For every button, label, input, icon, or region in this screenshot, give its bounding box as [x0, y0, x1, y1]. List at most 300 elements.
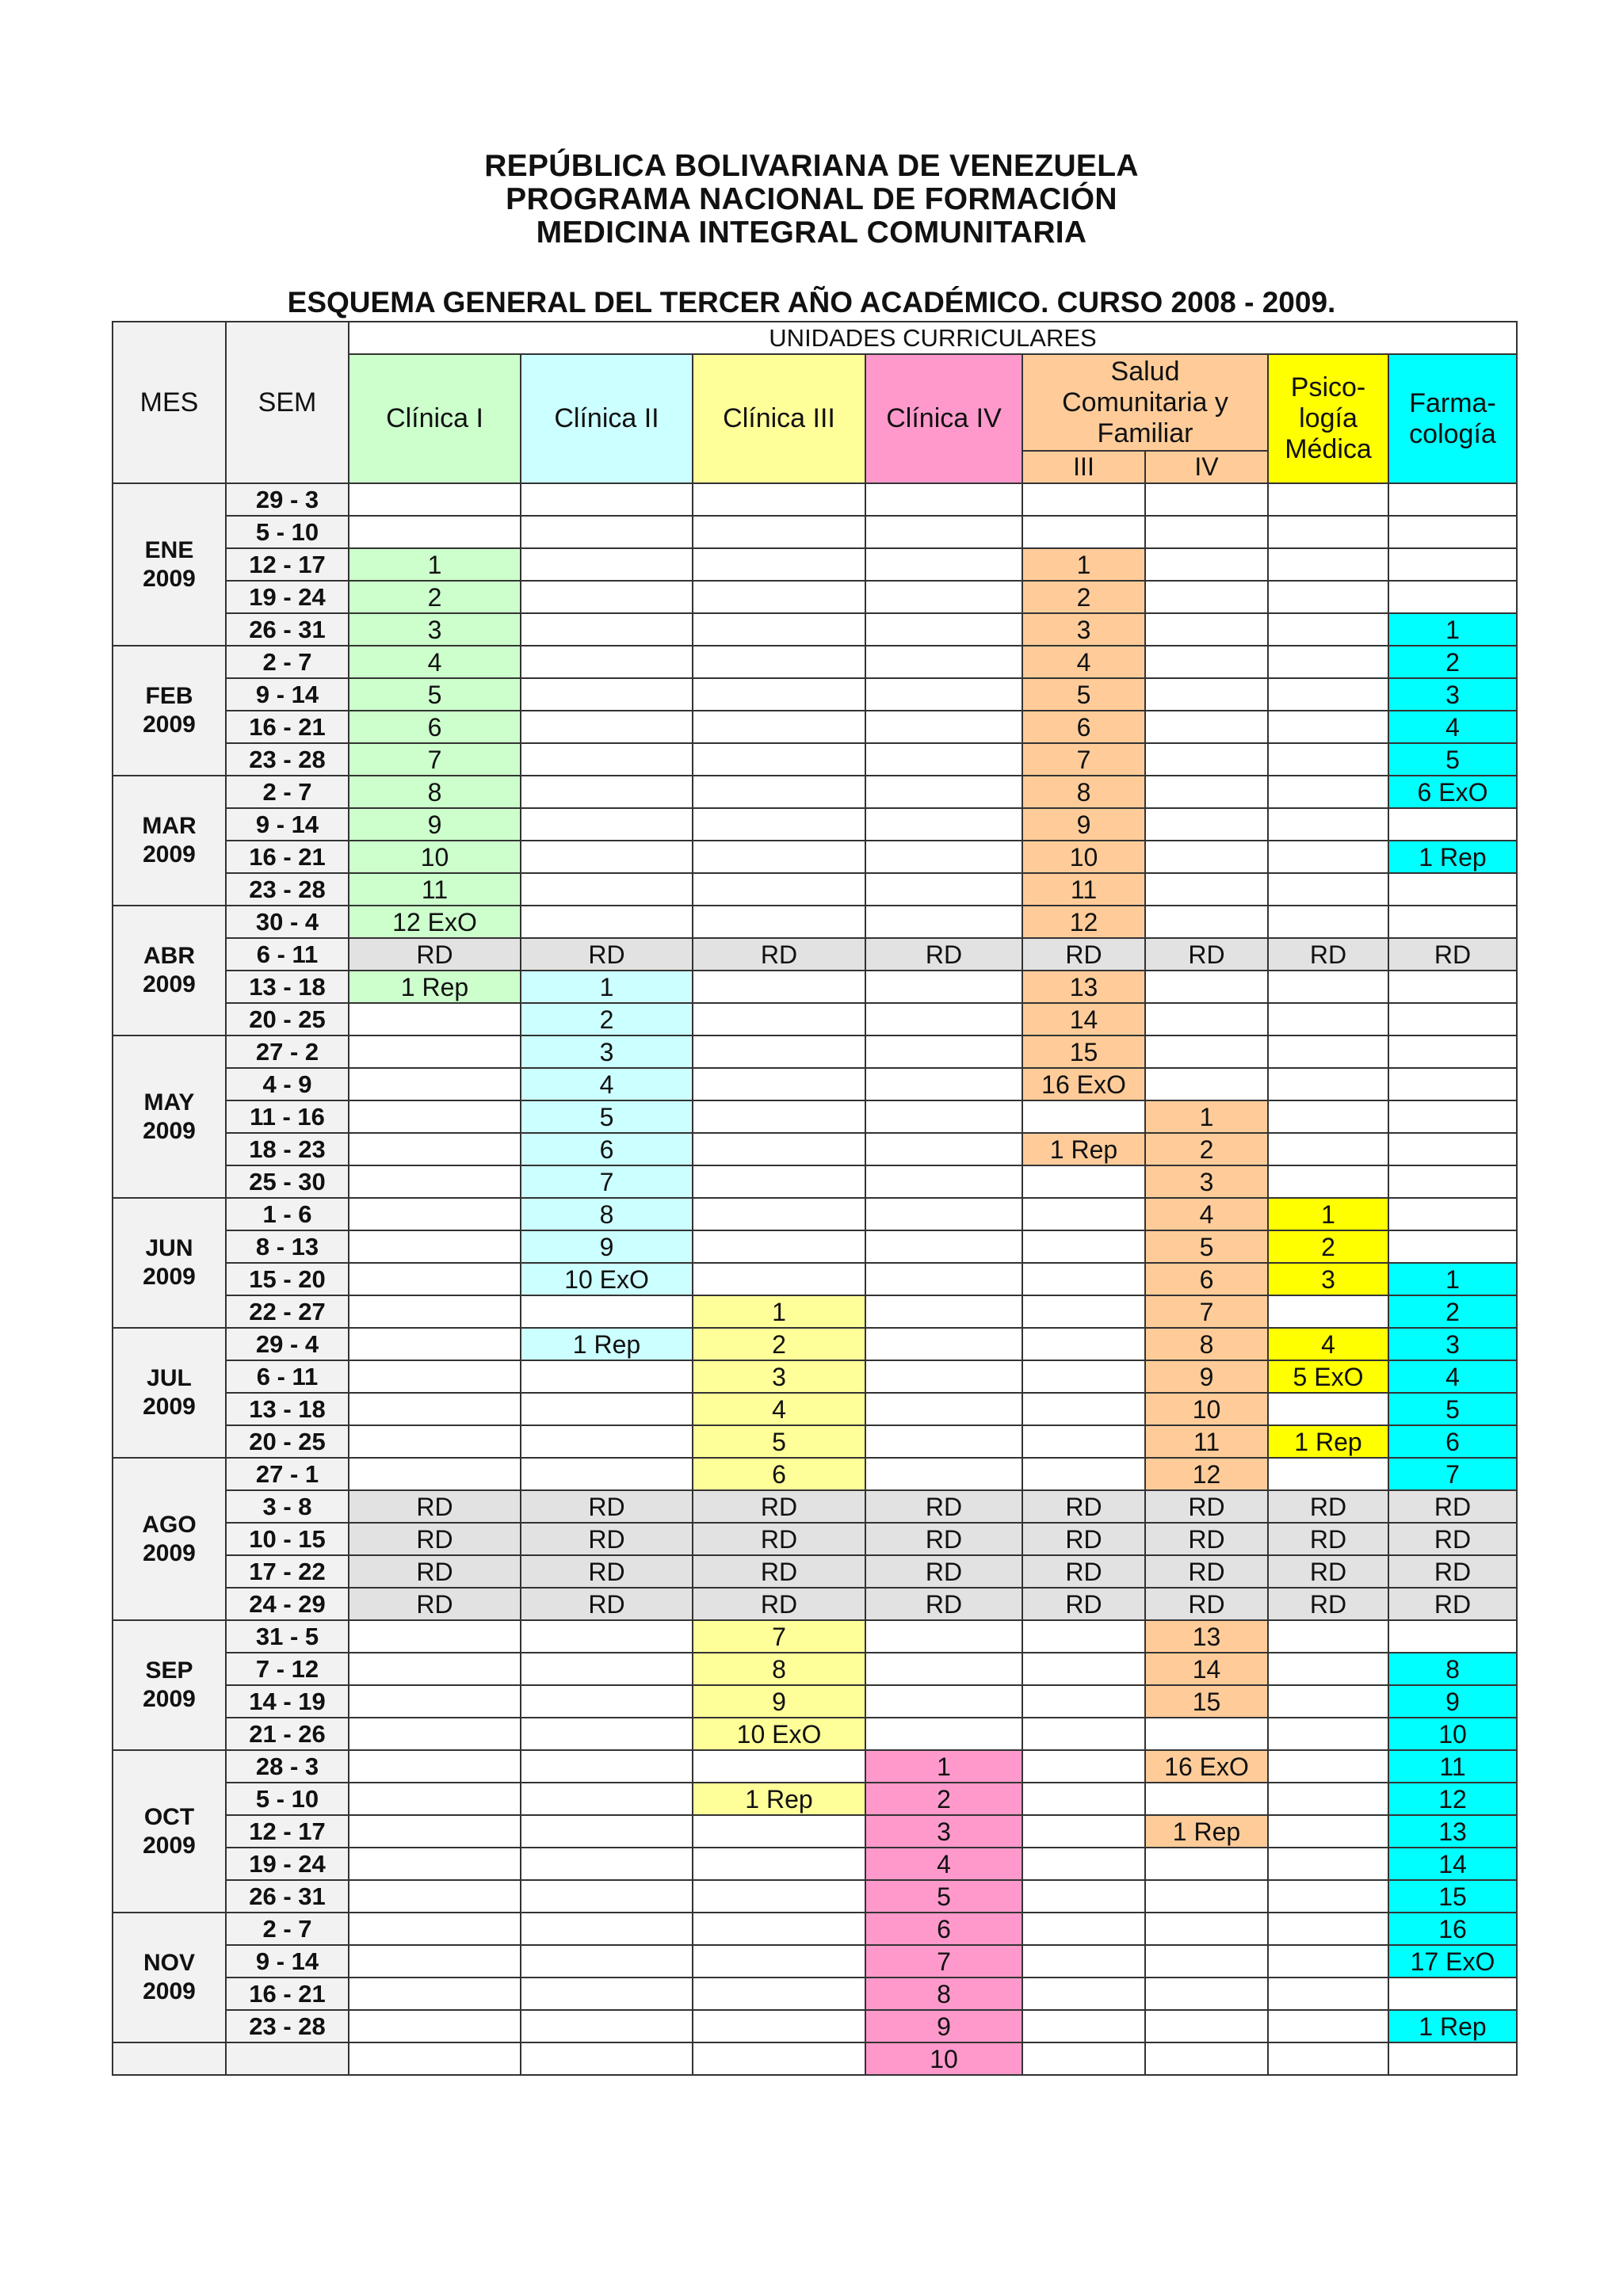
cell-clinica-3: RD	[693, 1555, 865, 1588]
cell-salud-iii	[1022, 483, 1145, 516]
month-label	[113, 1328, 226, 1458]
cell-farmacologia	[1388, 1133, 1517, 1165]
cell-clinica-3: 6	[693, 1458, 865, 1490]
cell-clinica-4	[865, 1718, 1022, 1750]
cell-salud-iii	[1022, 1100, 1145, 1133]
cell-clinica-2	[521, 483, 693, 516]
cell-salud-iii	[1022, 1328, 1145, 1360]
cell-salud-iv: 16 ExO	[1145, 1750, 1268, 1783]
cell-salud-iv	[1145, 841, 1268, 873]
week-range: 18 - 23	[226, 1133, 349, 1165]
cell-clinica-4	[865, 1100, 1022, 1133]
cell-clinica-3	[693, 548, 865, 581]
cell-psicologia	[1268, 1783, 1388, 1815]
cell-salud-iv	[1145, 873, 1268, 906]
cell-clinica-4	[865, 906, 1022, 938]
week-range: 29 - 4	[226, 1328, 349, 1360]
cell-psicologia	[1268, 483, 1388, 516]
cell-farmacologia	[1388, 906, 1517, 938]
cell-salud-iii: 9	[1022, 808, 1145, 841]
cell-salud-iv	[1145, 613, 1268, 646]
cell-clinica-2: RD	[521, 1490, 693, 1523]
cell-clinica-3	[693, 1133, 865, 1165]
cell-farmacologia: 15	[1388, 1880, 1517, 1913]
cell-clinica-1	[349, 1068, 521, 1100]
cell-farmacologia	[1388, 1165, 1517, 1198]
cell-psicologia	[1268, 1750, 1388, 1783]
cell-salud-iii	[1022, 1685, 1145, 1718]
cell-clinica-2	[521, 1815, 693, 1848]
cell-clinica-1	[349, 1458, 521, 1490]
document-subtitle: ESQUEMA GENERAL DEL TERCER AÑO ACADÉMICO. CURSO 2008 - 2009.	[287, 286, 1336, 318]
cell-clinica-3: RD	[693, 1588, 865, 1620]
cell-salud-iii	[1022, 1360, 1145, 1393]
cell-salud-iv	[1145, 1848, 1268, 1880]
title-line-3: MEDICINA INTEGRAL COMUNITARIA	[536, 215, 1087, 250]
cell-clinica-4	[865, 581, 1022, 613]
cell-salud-iv	[1145, 1913, 1268, 1945]
week-range: 3 - 8	[226, 1490, 349, 1523]
cell-psicologia	[1268, 516, 1388, 548]
cell-clinica-3: 5	[693, 1425, 865, 1458]
cell-clinica-4	[865, 1198, 1022, 1230]
week-range: 6 - 11	[226, 938, 349, 971]
cell-clinica-1: RD	[349, 938, 521, 971]
week-range: 16 - 21	[226, 711, 349, 743]
cell-farmacologia	[1388, 516, 1517, 548]
cell-farmacologia: RD	[1388, 1490, 1517, 1523]
cell-clinica-4	[865, 1035, 1022, 1068]
cell-clinica-2	[521, 1978, 693, 2010]
cell-salud-iii	[1022, 1165, 1145, 1198]
week-range	[226, 2042, 349, 2075]
cell-psicologia	[1268, 548, 1388, 581]
cell-clinica-2	[521, 1750, 693, 1783]
schedule-row	[113, 1653, 1517, 1685]
cell-clinica-2	[521, 1653, 693, 1685]
cell-farmacologia: 16	[1388, 1913, 1517, 1945]
schedule-row	[113, 1718, 1517, 1750]
cell-clinica-1: 11	[349, 873, 521, 906]
cell-salud-iv: 12	[1145, 1458, 1268, 1490]
cell-psicologia	[1268, 808, 1388, 841]
schedule-row	[113, 1133, 1517, 1165]
week-range: 27 - 2	[226, 1035, 349, 1068]
cell-salud-iii	[1022, 1425, 1145, 1458]
week-range: 17 - 22	[226, 1555, 349, 1588]
week-range: 23 - 28	[226, 2010, 349, 2042]
cell-psicologia	[1268, 1295, 1388, 1328]
cell-salud-iii	[1022, 1620, 1145, 1653]
cell-salud-iii: 4	[1022, 646, 1145, 678]
cell-salud-iii	[1022, 1393, 1145, 1425]
cell-clinica-2: 9	[521, 1230, 693, 1263]
cell-clinica-1: 12 ExO	[349, 906, 521, 938]
cell-farmacologia: 1 Rep	[1388, 2010, 1517, 2042]
cell-salud-iii	[1022, 1718, 1145, 1750]
cell-salud-iii: 7	[1022, 743, 1145, 776]
cell-farmacologia: 1	[1388, 1263, 1517, 1295]
cell-clinica-2: 10 ExO	[521, 1263, 693, 1295]
unit-clinica-3: Clínica III	[693, 354, 865, 483]
month-year: 2009	[143, 1978, 196, 2004]
cell-clinica-3	[693, 1035, 865, 1068]
cell-clinica-4: 4	[865, 1848, 1022, 1880]
cell-salud-iv: 7	[1145, 1295, 1268, 1328]
month-label	[113, 2042, 226, 2075]
cell-clinica-1: 7	[349, 743, 521, 776]
cell-clinica-1	[349, 1750, 521, 1783]
schedule-row	[113, 1360, 1517, 1393]
cell-clinica-2	[521, 808, 693, 841]
cell-farmacologia: 13	[1388, 1815, 1517, 1848]
cell-salud-iv	[1145, 548, 1268, 581]
cell-salud-iv: RD	[1145, 1523, 1268, 1555]
week-range: 13 - 18	[226, 971, 349, 1003]
cell-clinica-3	[693, 2042, 865, 2075]
schedule-row	[113, 1100, 1517, 1133]
cell-clinica-2: 7	[521, 1165, 693, 1198]
cell-salud-iv: 6	[1145, 1263, 1268, 1295]
cell-clinica-4	[865, 873, 1022, 906]
cell-clinica-1: 8	[349, 776, 521, 808]
schedule-row	[113, 743, 1517, 776]
cell-clinica-4	[865, 1653, 1022, 1685]
cell-clinica-3: 8	[693, 1653, 865, 1685]
cell-salud-iii	[1022, 1783, 1145, 1815]
month-label	[113, 1458, 226, 1620]
month-label	[113, 1620, 226, 1750]
cell-salud-iv: 11	[1145, 1425, 1268, 1458]
cell-clinica-4	[865, 1133, 1022, 1165]
cell-clinica-2	[521, 1880, 693, 1913]
schedule-row	[113, 906, 1517, 938]
cell-farmacologia	[1388, 1978, 1517, 2010]
week-range: 15 - 20	[226, 1263, 349, 1295]
month-label	[113, 483, 226, 646]
schedule-row	[113, 808, 1517, 841]
cell-clinica-3	[693, 1913, 865, 1945]
cell-clinica-4: RD	[865, 1490, 1022, 1523]
cell-clinica-2: RD	[521, 1555, 693, 1588]
title-line-1: REPÚBLICA BOLIVARIANA DE VENEZUELA	[484, 149, 1139, 183]
cell-farmacologia	[1388, 483, 1517, 516]
week-range: 21 - 26	[226, 1718, 349, 1750]
cell-psicologia: 5 ExO	[1268, 1360, 1388, 1393]
cell-farmacologia: 12	[1388, 1783, 1517, 1815]
cell-clinica-3: 3	[693, 1360, 865, 1393]
cell-clinica-1: 10	[349, 841, 521, 873]
week-range: 24 - 29	[226, 1588, 349, 1620]
week-range: 11 - 16	[226, 1100, 349, 1133]
week-range: 14 - 19	[226, 1685, 349, 1718]
cell-clinica-4	[865, 1165, 1022, 1198]
cell-salud-iv	[1145, 743, 1268, 776]
cell-salud-iv: 10	[1145, 1393, 1268, 1425]
schedule-row	[113, 548, 1517, 581]
week-range: 26 - 31	[226, 1880, 349, 1913]
cell-salud-iv	[1145, 971, 1268, 1003]
cell-salud-iii	[1022, 1458, 1145, 1490]
cell-salud-iv: RD	[1145, 1588, 1268, 1620]
cell-clinica-3: 9	[693, 1685, 865, 1718]
cell-salud-iii	[1022, 1653, 1145, 1685]
schedule-row	[113, 841, 1517, 873]
document-title	[0, 150, 1623, 250]
cell-psicologia	[1268, 1848, 1388, 1880]
cell-clinica-4: 9	[865, 2010, 1022, 2042]
cell-clinica-3	[693, 1815, 865, 1848]
cell-clinica-1	[349, 1295, 521, 1328]
salud-sub-iii: III	[1022, 451, 1145, 483]
cell-clinica-3	[693, 1100, 865, 1133]
cell-clinica-4	[865, 1393, 1022, 1425]
cell-psicologia	[1268, 873, 1388, 906]
week-range: 19 - 24	[226, 1848, 349, 1880]
cell-clinica-2: 8	[521, 1198, 693, 1230]
cell-salud-iv: RD	[1145, 1555, 1268, 1588]
cell-farmacologia	[1388, 2042, 1517, 2075]
cell-salud-iv	[1145, 1978, 1268, 2010]
cell-salud-iii: 6	[1022, 711, 1145, 743]
cell-psicologia: RD	[1268, 1588, 1388, 1620]
schedule-row	[113, 1425, 1517, 1458]
cell-clinica-2: 1	[521, 971, 693, 1003]
cell-salud-iv	[1145, 1035, 1268, 1068]
cell-clinica-4	[865, 1263, 1022, 1295]
cell-clinica-2: RD	[521, 1588, 693, 1620]
schedule-row	[113, 1880, 1517, 1913]
cell-psicologia: RD	[1268, 1490, 1388, 1523]
cell-salud-iv	[1145, 678, 1268, 711]
cell-salud-iii: RD	[1022, 1523, 1145, 1555]
cell-clinica-3	[693, 1848, 865, 1880]
cell-salud-iv: 8	[1145, 1328, 1268, 1360]
cell-clinica-3	[693, 646, 865, 678]
month-label	[113, 1913, 226, 2042]
schedule-row	[113, 2010, 1517, 2042]
cell-clinica-1	[349, 1945, 521, 1978]
cell-salud-iii: 2	[1022, 581, 1145, 613]
schedule-row	[113, 938, 1517, 971]
cell-farmacologia	[1388, 971, 1517, 1003]
cell-psicologia	[1268, 743, 1388, 776]
cell-clinica-1: RD	[349, 1588, 521, 1620]
cell-clinica-4	[865, 971, 1022, 1003]
cell-clinica-1	[349, 1425, 521, 1458]
cell-clinica-3: RD	[693, 1490, 865, 1523]
month-name: OCT	[143, 1803, 195, 1830]
cell-clinica-1: 9	[349, 808, 521, 841]
cell-clinica-4: 7	[865, 1945, 1022, 1978]
week-range: 8 - 13	[226, 1230, 349, 1263]
cell-salud-iii: RD	[1022, 938, 1145, 971]
cell-clinica-2	[521, 1945, 693, 1978]
cell-clinica-4	[865, 1295, 1022, 1328]
schedule-row	[113, 1815, 1517, 1848]
schedule-row	[113, 1198, 1517, 1230]
week-range: 16 - 21	[226, 841, 349, 873]
cell-salud-iii	[1022, 2010, 1145, 2042]
cell-clinica-3	[693, 1263, 865, 1295]
week-range: 25 - 30	[226, 1165, 349, 1198]
cell-farmacologia: 3	[1388, 678, 1517, 711]
cell-clinica-1	[349, 1620, 521, 1653]
cell-clinica-1: RD	[349, 1490, 521, 1523]
cell-clinica-3	[693, 776, 865, 808]
cell-salud-iv: 14	[1145, 1653, 1268, 1685]
cell-clinica-3	[693, 906, 865, 938]
cell-psicologia	[1268, 1068, 1388, 1100]
week-range: 29 - 3	[226, 483, 349, 516]
cell-clinica-1: 4	[349, 646, 521, 678]
cell-clinica-1	[349, 1133, 521, 1165]
schedule-row	[113, 483, 1517, 516]
cell-farmacologia: 6	[1388, 1425, 1517, 1458]
cell-clinica-4	[865, 483, 1022, 516]
unit-clinica-2: Clínica II	[521, 354, 693, 483]
cell-psicologia	[1268, 1685, 1388, 1718]
cell-clinica-3: RD	[693, 1523, 865, 1555]
cell-psicologia	[1268, 2042, 1388, 2075]
cell-clinica-4	[865, 678, 1022, 711]
cell-psicologia	[1268, 711, 1388, 743]
cell-clinica-3	[693, 711, 865, 743]
schedule-table	[112, 321, 1518, 2076]
cell-salud-iv	[1145, 776, 1268, 808]
cell-clinica-2	[521, 776, 693, 808]
cell-psicologia	[1268, 581, 1388, 613]
week-range: 13 - 18	[226, 1393, 349, 1425]
cell-clinica-4	[865, 548, 1022, 581]
cell-salud-iii	[1022, 1815, 1145, 1848]
cell-farmacologia: 1 Rep	[1388, 841, 1517, 873]
cell-clinica-2	[521, 613, 693, 646]
cell-salud-iii: 12	[1022, 906, 1145, 938]
cell-farmacologia: 3	[1388, 1328, 1517, 1360]
cell-clinica-3	[693, 841, 865, 873]
month-label	[113, 776, 226, 906]
cell-clinica-4: 1	[865, 1750, 1022, 1783]
cell-clinica-4	[865, 646, 1022, 678]
cell-clinica-4: RD	[865, 1523, 1022, 1555]
week-range: 22 - 27	[226, 1295, 349, 1328]
month-year: 2009	[143, 1117, 196, 1144]
cell-clinica-1	[349, 1783, 521, 1815]
schedule-row	[113, 1783, 1517, 1815]
cell-clinica-1	[349, 1100, 521, 1133]
cell-clinica-3	[693, 2010, 865, 2042]
cell-clinica-1: 5	[349, 678, 521, 711]
cell-clinica-1	[349, 1685, 521, 1718]
schedule-row	[113, 1263, 1517, 1295]
cell-clinica-3: RD	[693, 938, 865, 971]
cell-farmacologia: 11	[1388, 1750, 1517, 1783]
week-range: 9 - 14	[226, 678, 349, 711]
cell-salud-iv: 3	[1145, 1165, 1268, 1198]
cell-farmacologia: RD	[1388, 1523, 1517, 1555]
week-range: 30 - 4	[226, 906, 349, 938]
cell-psicologia	[1268, 971, 1388, 1003]
week-range: 2 - 7	[226, 646, 349, 678]
cell-clinica-3: 2	[693, 1328, 865, 1360]
cell-psicologia	[1268, 2010, 1388, 2042]
cell-clinica-2	[521, 516, 693, 548]
cell-clinica-3	[693, 1068, 865, 1100]
cell-clinica-2: RD	[521, 1523, 693, 1555]
cell-salud-iv	[1145, 711, 1268, 743]
cell-farmacologia	[1388, 808, 1517, 841]
unit-psicologia-medica: Psico- logía Médica	[1268, 354, 1388, 483]
cell-salud-iii	[1022, 1945, 1145, 1978]
cell-clinica-3	[693, 1945, 865, 1978]
schedule-row	[113, 1523, 1517, 1555]
unit-farmacologia: Farma- cología	[1388, 354, 1517, 483]
cell-psicologia	[1268, 1133, 1388, 1165]
cell-farmacologia: 9	[1388, 1685, 1517, 1718]
cell-farmacologia	[1388, 1198, 1517, 1230]
cell-clinica-3	[693, 971, 865, 1003]
month-label	[113, 906, 226, 1035]
cell-farmacologia	[1388, 1003, 1517, 1035]
week-range: 1 - 6	[226, 1198, 349, 1230]
cell-clinica-4	[865, 1425, 1022, 1458]
cell-salud-iii: RD	[1022, 1588, 1145, 1620]
cell-farmacologia	[1388, 1230, 1517, 1263]
month-name: MAY	[143, 1089, 195, 1116]
month-name: AGO	[142, 1511, 197, 1538]
week-range: 27 - 1	[226, 1458, 349, 1490]
cell-clinica-1: 1	[349, 548, 521, 581]
cell-clinica-4	[865, 1685, 1022, 1718]
cell-clinica-4	[865, 1328, 1022, 1360]
cell-farmacologia	[1388, 581, 1517, 613]
cell-clinica-4: 2	[865, 1783, 1022, 1815]
cell-salud-iv	[1145, 1945, 1268, 1978]
cell-clinica-4	[865, 743, 1022, 776]
week-range: 10 - 15	[226, 1523, 349, 1555]
cell-clinica-3: 4	[693, 1393, 865, 1425]
cell-clinica-1: 3	[349, 613, 521, 646]
schedule-row	[113, 1978, 1517, 2010]
schedule-row	[113, 711, 1517, 743]
month-year: 2009	[143, 1686, 196, 1712]
cell-salud-iii	[1022, 1198, 1145, 1230]
cell-clinica-3	[693, 581, 865, 613]
cell-clinica-4	[865, 711, 1022, 743]
cell-salud-iii: RD	[1022, 1490, 1145, 1523]
cell-salud-iii	[1022, 1848, 1145, 1880]
cell-farmacologia: RD	[1388, 1588, 1517, 1620]
cell-salud-iii	[1022, 1230, 1145, 1263]
unit-clinica-4: Clínica IV	[865, 354, 1022, 483]
month-name: FEB	[145, 683, 193, 709]
cell-psicologia	[1268, 678, 1388, 711]
schedule-row	[113, 1490, 1517, 1523]
cell-salud-iv	[1145, 1068, 1268, 1100]
cell-psicologia	[1268, 1913, 1388, 1945]
cell-psicologia	[1268, 906, 1388, 938]
cell-psicologia	[1268, 1880, 1388, 1913]
month-label	[113, 1750, 226, 1913]
cell-salud-iii: 3	[1022, 613, 1145, 646]
cell-clinica-3	[693, 808, 865, 841]
cell-clinica-1	[349, 2042, 521, 2075]
cell-clinica-4	[865, 1458, 1022, 1490]
cell-salud-iv	[1145, 906, 1268, 938]
cell-salud-iv: RD	[1145, 1490, 1268, 1523]
cell-salud-iv	[1145, 2042, 1268, 2075]
